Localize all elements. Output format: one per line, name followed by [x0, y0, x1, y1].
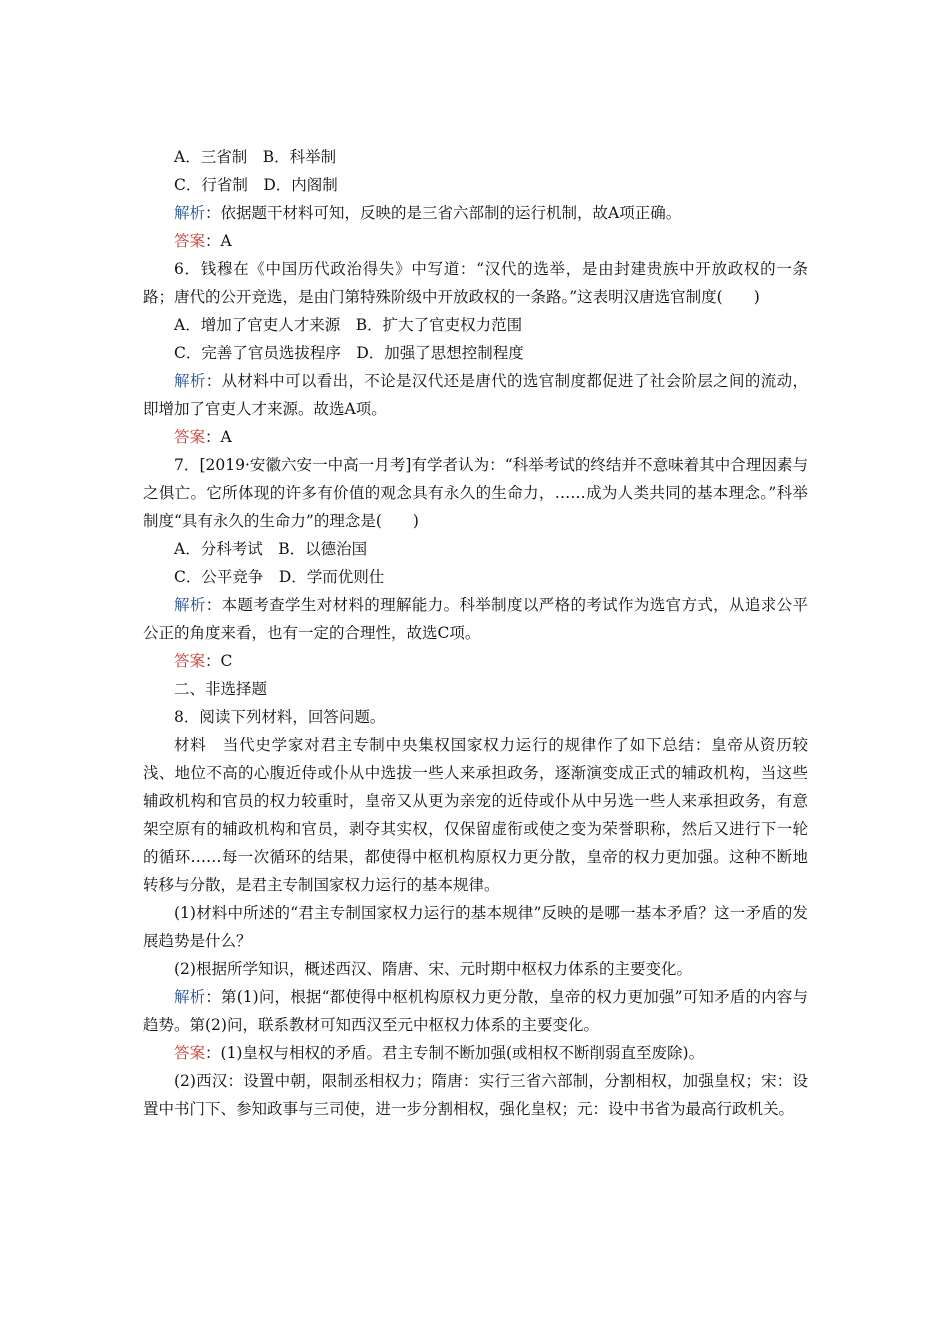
- analysis-text: ：本题考查学生对材料的理解能力。科举制度以严格的考试作为选官方式，从追求公平公正的角度来看，也有一定的合理性，故选C项。: [143, 596, 808, 642]
- section-heading: 二、非选择题: [174, 680, 268, 698]
- q8-analysis: [143, 983, 808, 1039]
- q6-stem: 6．钱穆在《中国历代政治得失》中写道：“汉代的选举，是由封建贵族中开放政权的一条路；唐代的公开竞选，是由门第特殊阶级中开放政权的一条路。”这表明汉唐选官制度( ): [143, 260, 808, 306]
- analysis-label: 解析: [174, 988, 206, 1006]
- document-body: [143, 143, 808, 1123]
- q8-sub-question-1: (1)材料中所述的“君主专制国家权力运行的基本规律”反映的是哪一基本矛盾？这一矛盾的发展趋势是什么？: [143, 904, 808, 950]
- q8-stem: 8．阅读下列材料，回答问题。: [174, 708, 386, 726]
- answer-label: 答案: [174, 652, 206, 670]
- q5-answer: [143, 227, 808, 255]
- q6-analysis: [143, 367, 808, 423]
- analysis-label: 解析: [174, 204, 206, 222]
- analysis-text: ：依据题干材料可知，反映的是三省六部制的运行机制，故A项正确。: [205, 204, 682, 222]
- analysis-text: ：第(1)问，根据“都使得中枢机构原权力更分散，皇帝的权力更加强”可知矛盾的内容与趋势。第(2)问，联系教材可知西汉至元中枢权力体系的主要变化。: [143, 988, 808, 1034]
- answer-text: ：C: [205, 652, 233, 670]
- q7-stem: 7．[2019·安徽六安一中高一月考]有学者认为：“科举考试的终结并不意味着其中合理因素与之俱亡。它所体现的许多有价值的观念具有永久的生命力，……成为人类共同的基本理念。”科举制度“具有永久的生命力”的理念是( ): [143, 456, 808, 530]
- q6-answer: [143, 423, 808, 451]
- q7-answer: [143, 647, 808, 675]
- analysis-label: 解析: [174, 596, 206, 614]
- q8-answer-part-2: (2)西汉：设置中朝，限制丞相权力；隋唐：实行三省六部制，分割相权，加强皇权；宋：设置中书门下、参知政事与三司使，进一步分割相权，强化皇权；元：设中书省为最高行政机关。: [143, 1072, 808, 1118]
- q7-analysis: [143, 591, 808, 647]
- q6-options-line1: A．增加了官吏人才来源 B．扩大了官吏权力范围: [174, 316, 523, 334]
- q5-options-line2: C．行省制 D．内阁制: [174, 176, 338, 194]
- answer-text: ：A: [205, 428, 232, 446]
- answer-label: 答案: [174, 1044, 206, 1062]
- q5-analysis: [143, 199, 808, 227]
- q7-options-line2: C．公平竞争 D．学而优则仕: [174, 568, 385, 586]
- answer-label: 答案: [174, 232, 206, 250]
- answer-label: 答案: [174, 428, 206, 446]
- q8-material: 材料 当代史学家对君主专制中央集权国家权力运行的规律作了如下总结：皇帝从资历较浅、地位不高的心腹近侍或仆从中选拔一些人来承担政务，逐渐演变成正式的辅政机构，当这些辅政机构和官员的权力较重时，皇帝又从更为亲宠的近侍或仆从中另选一些人来承担政务，有意架空原有的辅政机构和官员，剥夺其实权，仅保留虚衔或使之变为荣誉职称，然后又进行下一轮的循环……每一次循环的结果，都使得中枢机构原权力更分散，皇帝的权力更加强。这种不断地转移与分散，是君主专制国家权力运行的基本规律。: [143, 736, 808, 894]
- answer-text: ：(1)皇权与相权的矛盾。君主专制不断加强(或相权不断削弱直至废除)。: [205, 1044, 705, 1062]
- q7-options-line1: A．分科考试 B．以德治国: [174, 540, 368, 558]
- q6-options-line2: C．完善了官员选拔程序 D．加强了思想控制程度: [174, 344, 524, 362]
- q8-answer: [143, 1039, 808, 1067]
- analysis-label: 解析: [174, 372, 206, 390]
- answer-text: ：A: [205, 232, 232, 250]
- q5-options-line1: A．三省制 B．科举制: [174, 148, 337, 166]
- analysis-text: ：从材料中可以看出，不论是汉代还是唐代的选官制度都促进了社会阶层之间的流动，即增加了官吏人才来源。故选A项。: [143, 372, 808, 418]
- q8-sub-question-2: (2)根据所学知识，概述西汉、隋唐、宋、元时期中枢权力体系的主要变化。: [174, 960, 692, 978]
